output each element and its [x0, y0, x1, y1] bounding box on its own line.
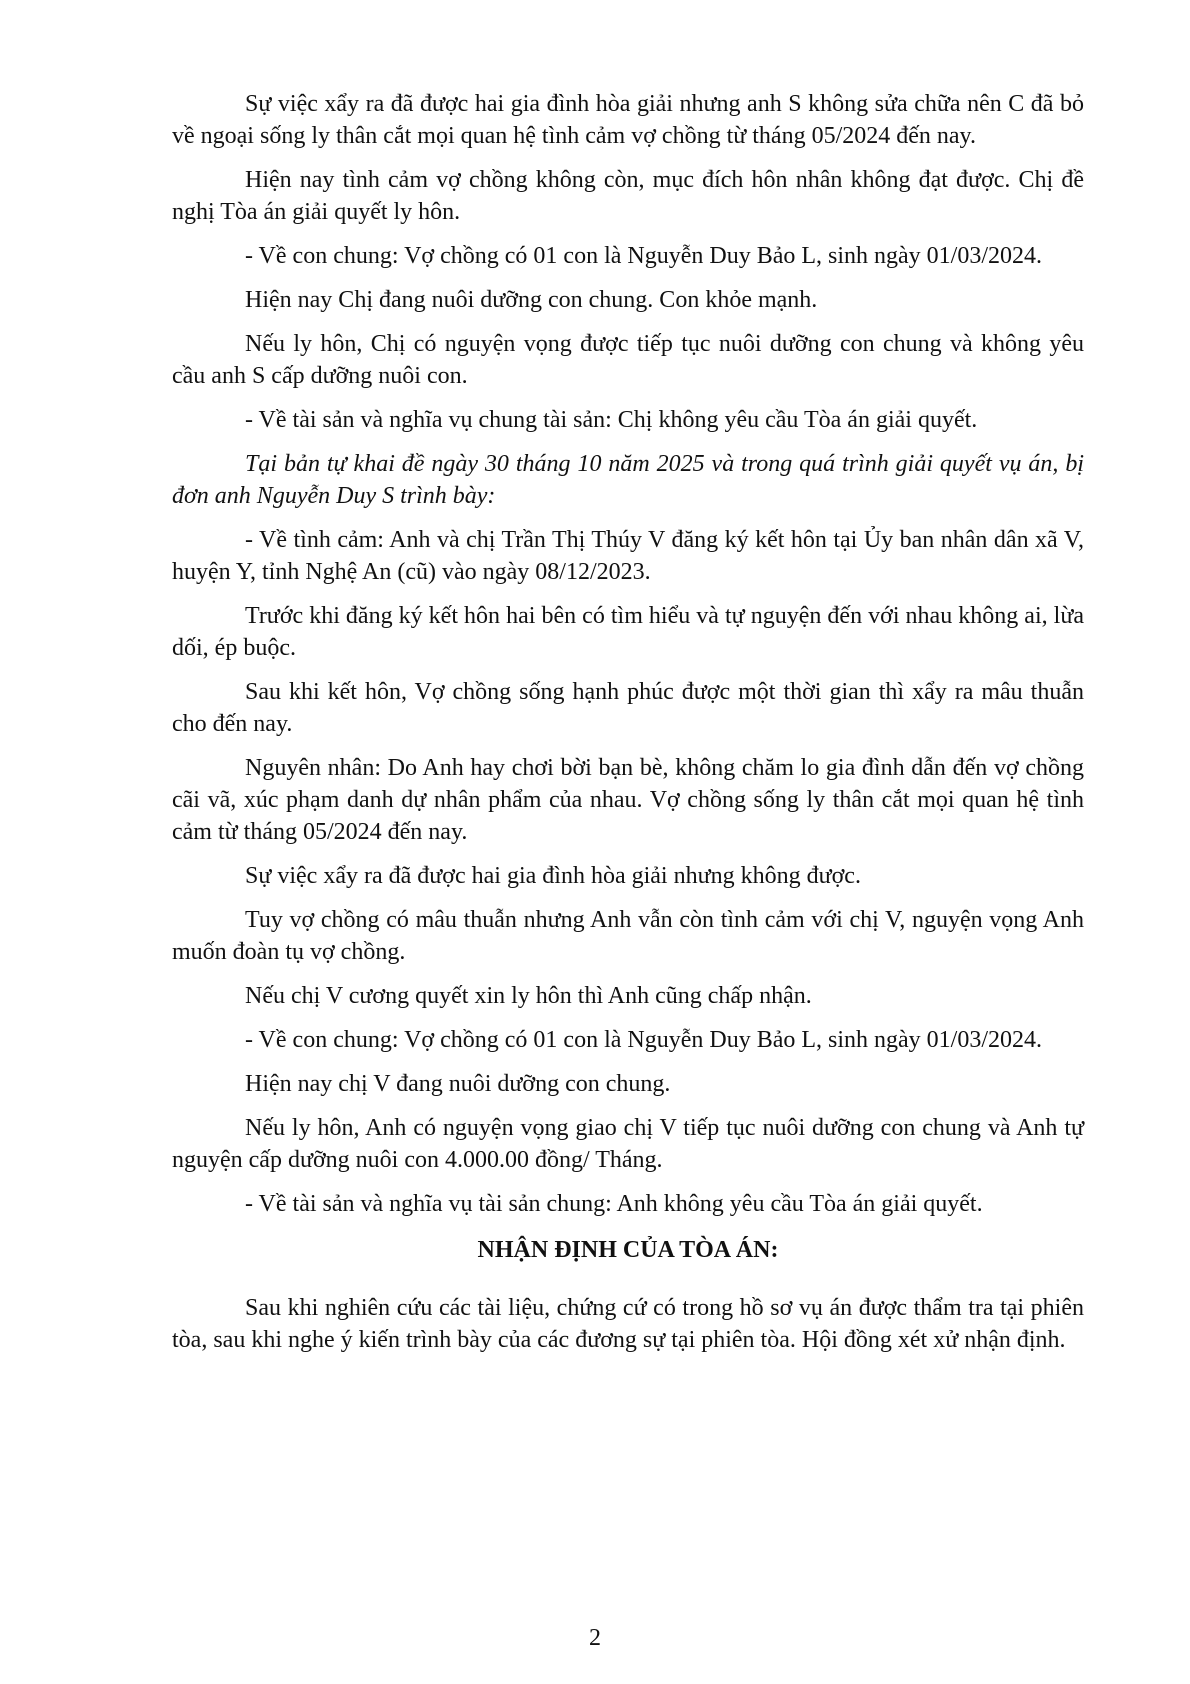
- paragraph: Nếu ly hôn, Anh có nguyện vọng giao chị V tiếp tục nuôi dưỡng con chung và Anh tự nguyện cấp dưỡng nuôi con 4.000.00 đồng/ Tháng.: [172, 1115, 1084, 1173]
- paragraph: Sau khi kết hôn, Vợ chồng sống hạnh phúc được một thời gian thì xẩy ra mâu thuẫn cho đến nay.: [172, 679, 1084, 737]
- paragraph: Nguyên nhân: Do Anh hay chơi bời bạn bè, không chăm lo gia đình dẫn đến vợ chồng cãi vã, xúc phạm danh dự nhân phẩm của nhau. Vợ chồng sống ly thân cắt mọi quan hệ tình cảm từ tháng 05/2024 đến nay.: [172, 755, 1084, 845]
- paragraph: - Về tình cảm: Anh và chị Trần Thị Thúy V đăng ký kết hôn tại Ủy ban nhân dân xã V, huyện Y, tỉnh Nghệ An (cũ) vào ngày 08/12/2023.: [172, 527, 1084, 585]
- paragraph: Hiện nay chị V đang nuôi dưỡng con chung.: [245, 1071, 671, 1097]
- paragraph: Trước khi đăng ký kết hôn hai bên có tìm hiểu và tự nguyện đến với nhau không ai, lừa dối, ép buộc.: [172, 603, 1084, 661]
- paragraph: - Về tài sản và nghĩa vụ tài sản chung: Anh không yêu cầu Tòa án giải quyết.: [245, 1191, 983, 1217]
- closing-paragraph: Sau khi nghiên cứu các tài liệu, chứng cứ có trong hồ sơ vụ án được thẩm tra tại phiên tòa, sau khi nghe ý kiến trình bày của các đương sự tại phiên tòa. Hội đồng xét xử nhận định.: [172, 1295, 1084, 1353]
- paragraph: Nếu chị V cương quyết xin ly hôn thì Anh cũng chấp nhận.: [245, 983, 812, 1009]
- paragraph: Sự việc xẩy ra đã được hai gia đình hòa giải nhưng anh S không sửa chữa nên C đã bỏ về ngoại sống ly thân cắt mọi quan hệ tình cảm vợ chồng từ tháng 05/2024 đến nay.: [172, 91, 1084, 149]
- paragraph: - Về con chung: Vợ chồng có 01 con là Nguyễn Duy Bảo L, sinh ngày 01/03/2024.: [245, 243, 1043, 269]
- paragraph: Hiện nay Chị đang nuôi dưỡng con chung. Con khỏe mạnh.: [245, 287, 818, 313]
- paragraph: Nếu ly hôn, Chị có nguyện vọng được tiếp tục nuôi dưỡng con chung và không yêu cầu anh S cấp dưỡng nuôi con.: [172, 331, 1084, 389]
- page-number: 2: [589, 1625, 601, 1651]
- section-heading: NHẬN ĐỊNH CỦA TÒA ÁN:: [477, 1237, 779, 1263]
- document-page: [172, 88, 1084, 1368]
- body-paragraphs: [172, 88, 1084, 1220]
- paragraph: Tuy vợ chồng có mâu thuẫn nhưng Anh vẫn còn tình cảm với chị V, nguyện vọng Anh muốn đoàn tụ vợ chồng.: [172, 907, 1084, 965]
- paragraph: - Về con chung: Vợ chồng có 01 con là Nguyễn Duy Bảo L, sinh ngày 01/03/2024.: [245, 1027, 1043, 1053]
- paragraph: Sự việc xẩy ra đã được hai gia đình hòa giải nhưng không được.: [245, 863, 861, 889]
- paragraph: Hiện nay tình cảm vợ chồng không còn, mục đích hôn nhân không đạt được. Chị đề nghị Tòa án giải quyết ly hôn.: [172, 167, 1084, 225]
- paragraph: Tại bản tự khai đề ngày 30 tháng 10 năm 2025 và trong quá trình giải quyết vụ án, bị đơn anh Nguyễn Duy S trình bày:: [172, 451, 1084, 509]
- paragraph: - Về tài sản và nghĩa vụ chung tài sản: Chị không yêu cầu Tòa án giải quyết.: [245, 407, 978, 433]
